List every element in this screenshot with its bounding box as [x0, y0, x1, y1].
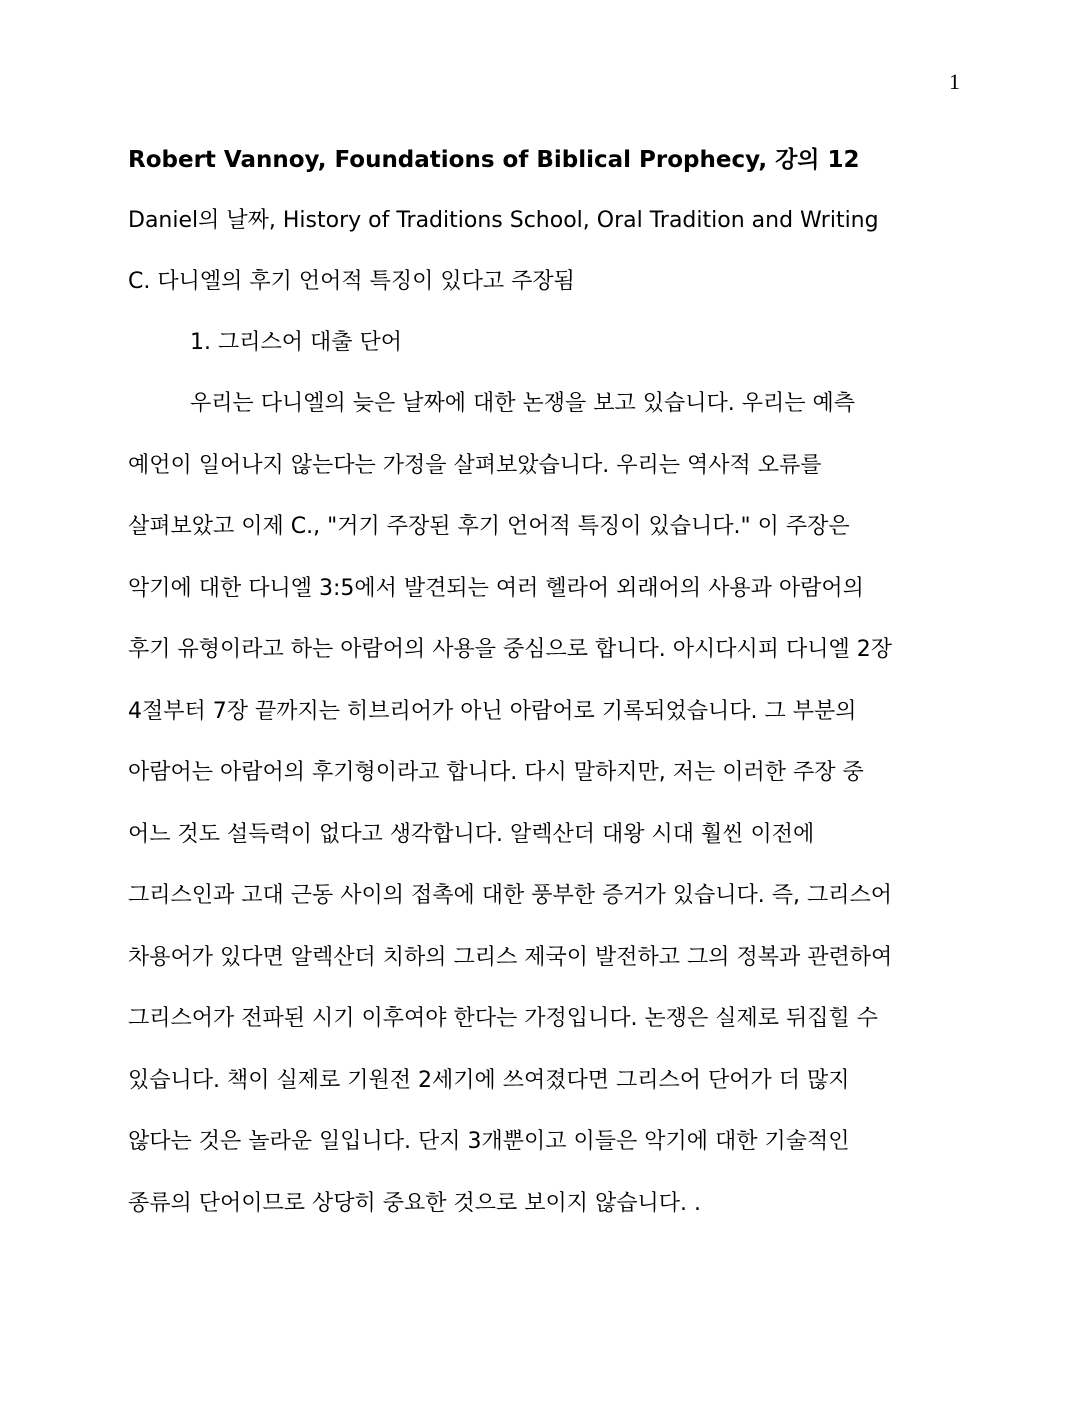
paragraph-line: 있습니다. 책이 실제로 기원전 2세기에 쓰여졌다면 그리스어 단어가 더 많지 [128, 1067, 850, 1093]
section-heading: C. 다니엘의 후기 언어적 특징이 있다고 주장됨 [128, 269, 575, 294]
body-paragraph [128, 384, 960, 1224]
paragraph-line: 4절부터 7장 끝까지는 히브리어가 아닌 아람어로 기록되었습니다. 그 부분의 [128, 698, 857, 724]
paragraph-line: 악기에 대한 다니엘 3:5에서 발견되는 여러 헬라어 외래어의 사용과 아람어의 [128, 575, 864, 601]
document-title: Robert Vannoy, Foundations of Biblical Prophecy, 강의 12 [128, 147, 860, 173]
paragraph-line: 아람어는 아람어의 후기형이라고 합니다. 다시 말하지만, 저는 이러한 주장 중 [128, 760, 864, 785]
document-content [128, 140, 960, 1245]
paragraph-line: 그리스어가 전파된 시기 이후여야 한다는 가정입니다. 논쟁은 실제로 뒤집힐 수 [128, 1006, 878, 1031]
paragraph-line: 어느 것도 설득력이 없다고 생각합니다. 알렉산더 대왕 시대 훨씬 이전에 [128, 821, 815, 847]
paragraph-line: 예언이 일어나지 않는다는 가정을 살펴보았습니다. 우리는 역사적 오류를 [128, 452, 822, 478]
subsection-heading: 1. 그리스어 대출 단어 [190, 330, 402, 355]
paragraph-line: 살펴보았고 이제 C., "거기 주장된 후기 언어적 특징이 있습니다." 이 주장은 [128, 514, 850, 539]
paragraph-line: 않다는 것은 놀라운 일입니다. 단지 3개뿐이고 이들은 악기에 대한 기술적인 [128, 1129, 850, 1154]
paragraph-line: 차용어가 있다면 알렉산더 치하의 그리스 제국이 발전하고 그의 정복과 관련하여 [128, 944, 893, 970]
page-number: 1 [949, 69, 960, 94]
paragraph-line: 우리는 다니엘의 늦은 날짜에 대한 논쟁을 보고 있습니다. 우리는 예측 [190, 391, 855, 416]
paragraph-line: 후기 유형이라고 하는 아람어의 사용을 중심으로 합니다. 아시다시피 다니엘 2장 [128, 637, 892, 662]
paragraph-line: 그리스인과 고대 근동 사이의 접촉에 대한 풍부한 증거가 있습니다. 즉, 그리스어 [128, 883, 892, 908]
paragraph-line: 종류의 단어이므로 상당히 중요한 것으로 보이지 않습니다. . [128, 1190, 701, 1216]
document-subtitle: Daniel의 날짜, History of Traditions School, Oral Tradition and Writing [128, 208, 879, 233]
